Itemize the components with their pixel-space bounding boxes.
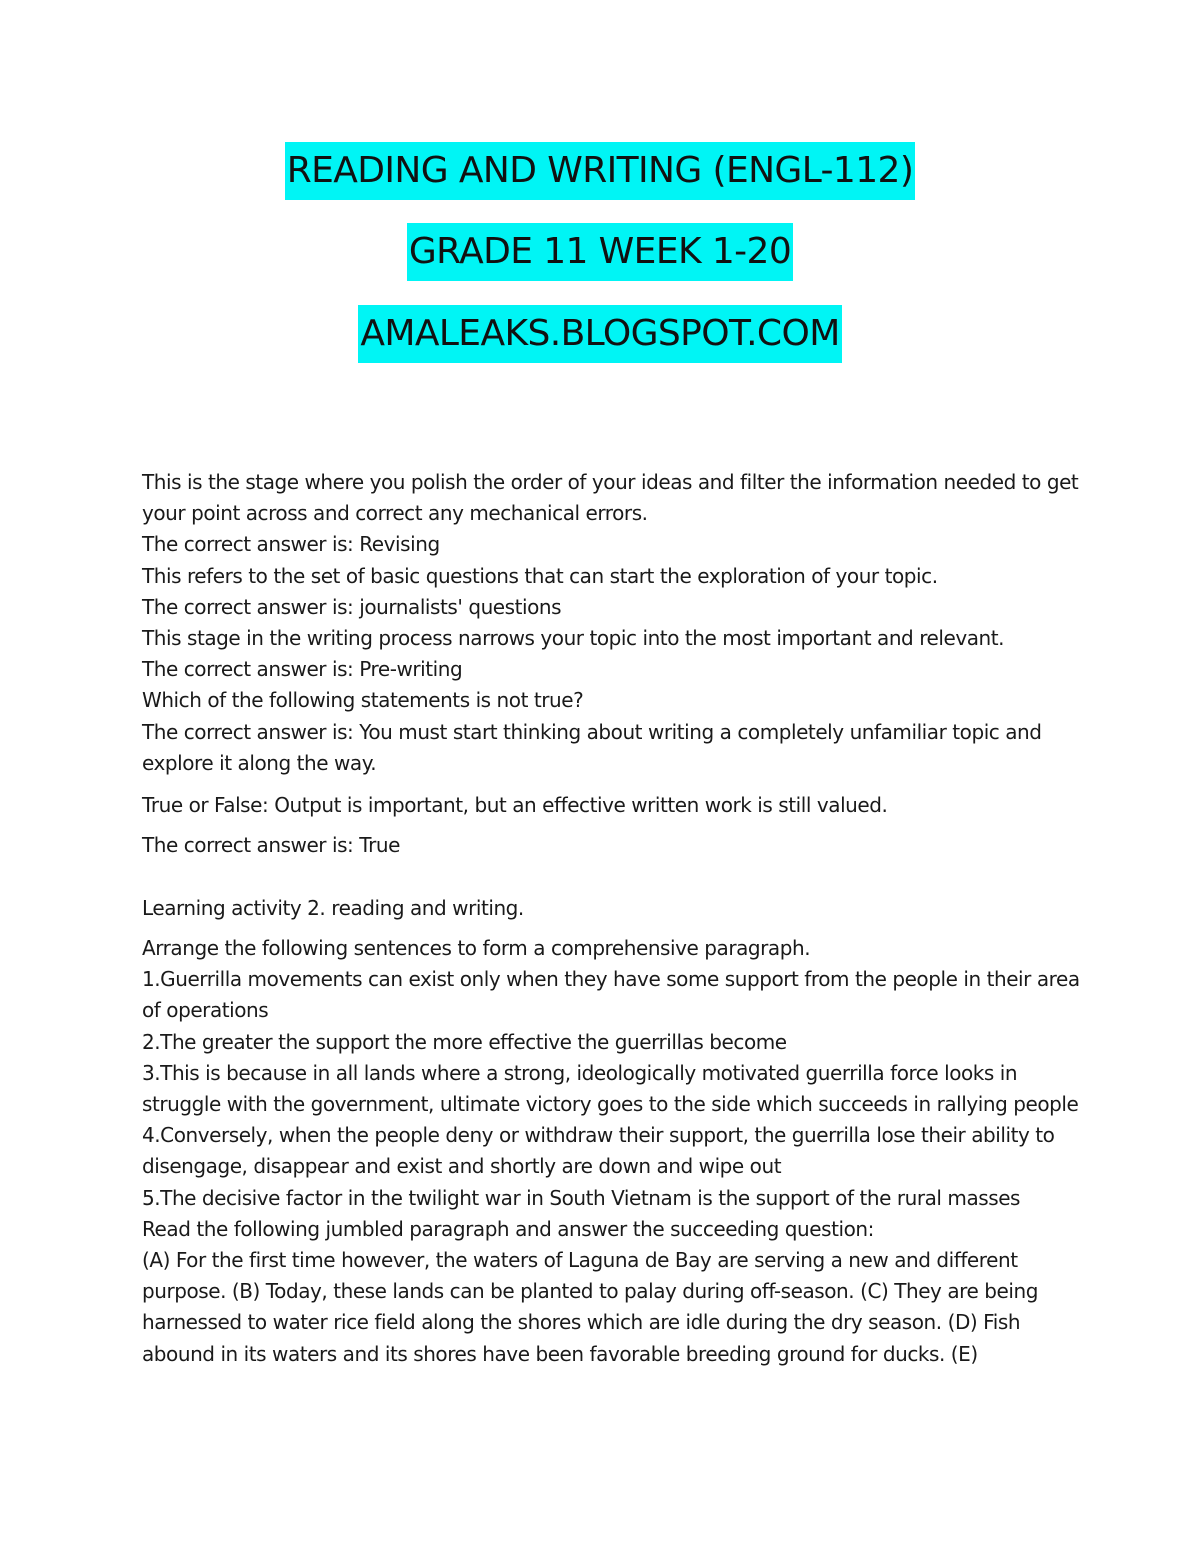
question-2: This refers to the set of basic questions that can start the exploration of your topic.	[142, 563, 938, 588]
activity-section	[142, 933, 1082, 1370]
question-3: This stage in the writing process narrows your topic into the most important and relevant.	[142, 626, 1005, 651]
qa-section	[142, 467, 1082, 779]
site-row	[0, 305, 1200, 363]
question-5: True or False: Output is important, but an effective written work is still valued.	[142, 793, 888, 817]
answer-1: The correct answer is: Revising	[142, 532, 440, 557]
read-instruction: Read the following jumbled paragraph and answer the succeeding question:	[142, 1216, 874, 1241]
grade-week-row	[0, 223, 1200, 281]
sentence-3: 3.This is because in all lands where a strong, ideologically motivated guerrilla force looks in struggle with the government, ultimate victory goes to the side which succeeds in rallying people	[142, 1060, 1079, 1117]
course-title-row	[0, 142, 1200, 200]
grade-week-title: GRADE 11 WEEK 1-20	[407, 223, 793, 281]
course-title: READING AND WRITING (ENGL-112)	[285, 142, 916, 200]
answer-4: The correct answer is: You must start thinking about writing a completely unfamiliar topic and explore it along the way.	[142, 719, 1042, 775]
sentence-2: 2.The greater the support the more effective the guerrillas become	[142, 1029, 787, 1054]
site-title: AMALEAKS.BLOGSPOT.COM	[358, 305, 841, 363]
activity-instruction: Arrange the following sentences to form a comprehensive paragraph.	[142, 936, 811, 960]
question-1: This is the stage where you polish the order of your ideas and filter the information needed to get your point across and correct any mechanical errors.	[142, 470, 1079, 526]
jumbled-paragraph: (A) For the first time however, the waters of Laguna de Bay are serving a new and different purpose. (B) Today, these lands can be planted to palay during off-season. (C) They are being harnessed to water rice field along the shores which are idle during the dry season. (D) Fish abound in its waters and its shores have been favorable breeding ground for ducks. (E)	[142, 1248, 1038, 1366]
sentence-4: 4.Conversely, when the people deny or withdraw their support, the guerrilla lose their ability to disengage, disappear and exist and shortly are down and wipe out	[142, 1123, 1055, 1179]
sentence-1: 1.Guerrilla movements can exist only when they have some support from the people in their area of operations	[142, 967, 1080, 1023]
answer-2: The correct answer is: journalists' questions	[142, 594, 562, 619]
question-4: Which of the following statements is not true?	[142, 688, 584, 713]
sentence-5: 5.The decisive factor in the twilight war in South Vietnam is the support of the rural masses	[142, 1185, 1021, 1210]
answer-3: The correct answer is: Pre-writing	[142, 657, 463, 682]
answer-5: The correct answer is: True	[142, 833, 400, 857]
activity-title: Learning activity 2. reading and writing.	[142, 896, 524, 920]
